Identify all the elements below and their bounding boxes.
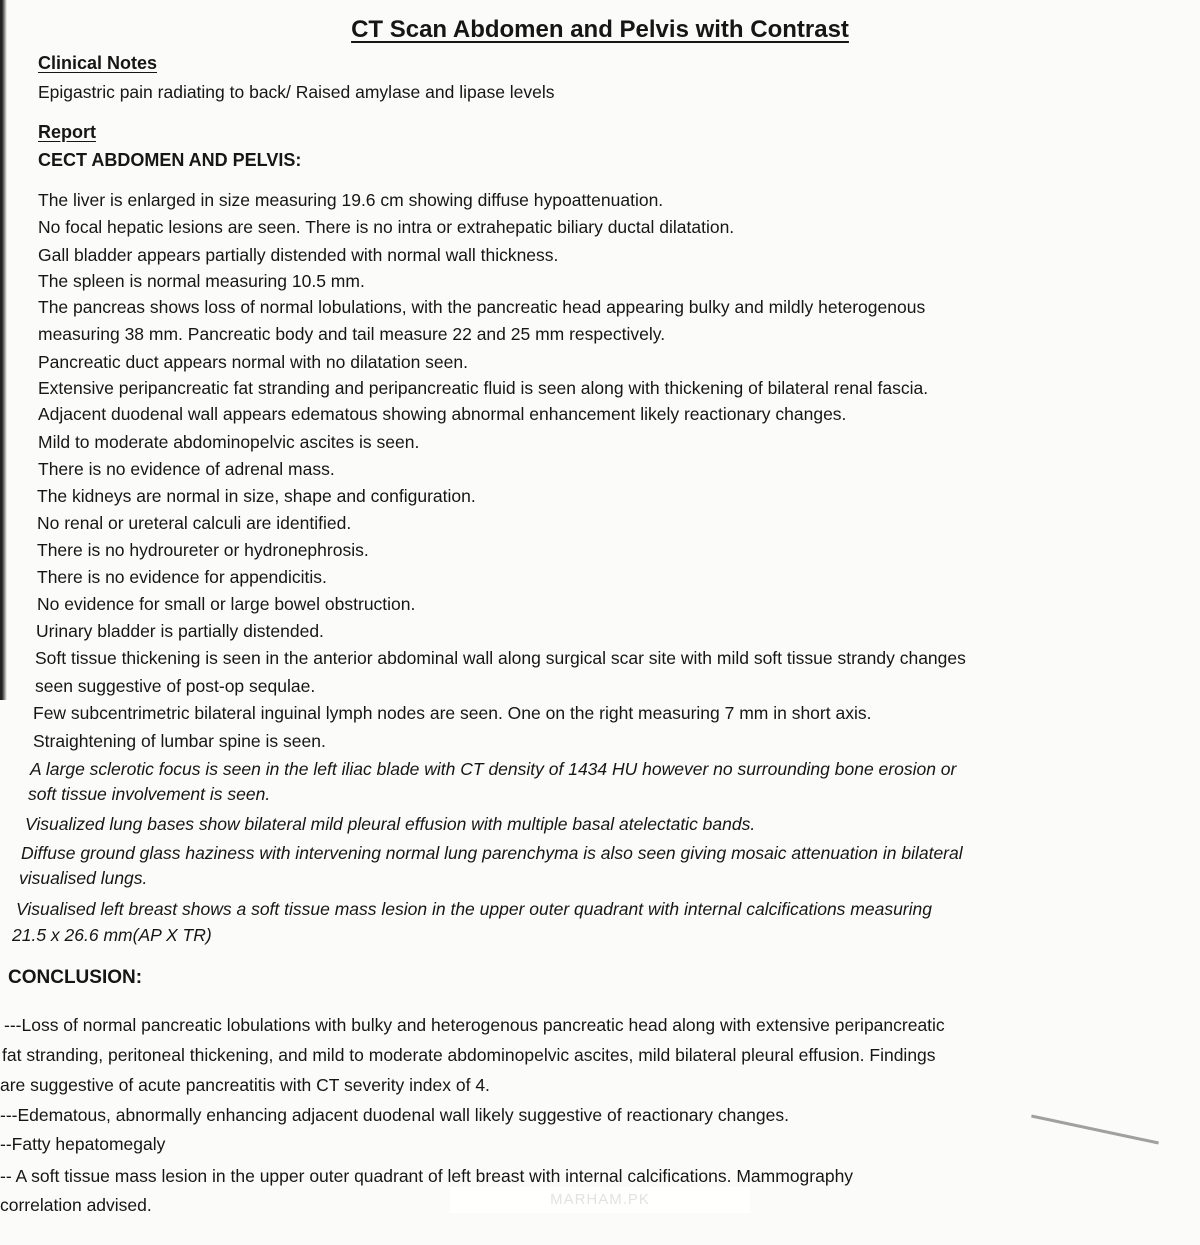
report-subheading: CECT ABDOMEN AND PELVIS: xyxy=(38,150,302,170)
conclusion-line: -- A soft tissue mass lesion in the upper outer quadrant of left breast with internal calcifications. Mammography xyxy=(0,1166,854,1186)
conclusion-line: ---Loss of normal pancreatic lobulations with bulky and heterogenous pancreatic head along with extensive peripancreatic xyxy=(4,1015,945,1035)
finding-line: A large sclerotic focus is seen in the left iliac blade with CT density of 1434 HU however no surrounding bone erosion or xyxy=(30,759,957,779)
report-heading: Report xyxy=(38,122,96,142)
finding-line: Pancreatic duct appears normal with no dilatation seen. xyxy=(38,352,468,372)
clinical-notes-heading: Clinical Notes xyxy=(38,53,158,73)
conclusion-line: are suggestive of acute pancreatitis with CT severity index of 4. xyxy=(0,1075,490,1095)
conclusion-line: fat stranding, peritoneal thickening, and mild to moderate abdominopelvic ascites, mild bilateral pleural effusion. Findings xyxy=(2,1045,936,1065)
finding-line: The pancreas shows loss of normal lobulations, with the pancreatic head appearing bulky and mildly heterogenous xyxy=(38,297,926,317)
page-title-text: CT Scan Abdomen and Pelvis with Contrast xyxy=(351,16,849,43)
finding-line: No renal or ureteral calculi are identified. xyxy=(37,513,352,533)
finding-line: 21.5 x 26.6 mm(AP X TR) xyxy=(12,925,212,945)
conclusion-heading: CONCLUSION: xyxy=(8,967,143,988)
finding-line: visualised lungs. xyxy=(19,868,148,888)
conclusion-line: ---Edematous, abnormally enhancing adjacent duodenal wall likely suggestive of reactionary changes. xyxy=(0,1105,789,1125)
finding-line: The spleen is normal measuring 10.5 mm. xyxy=(38,271,365,291)
clinical-notes-text: Epigastric pain radiating to back/ Raised amylase and lipase levels xyxy=(38,82,555,102)
finding-line: Soft tissue thickening is seen in the anterior abdominal wall along surgical scar site with mild soft tissue strandy changes xyxy=(35,648,966,668)
finding-line: The kidneys are normal in size, shape and configuration. xyxy=(37,486,476,506)
finding-line: Straightening of lumbar spine is seen. xyxy=(33,731,326,751)
conclusion-line: --Fatty hepatomegaly xyxy=(0,1134,166,1154)
finding-line: Mild to moderate abdominopelvic ascites is seen. xyxy=(38,432,420,452)
finding-line: Visualized lung bases show bilateral mild pleural effusion with multiple basal atelectatic bands. xyxy=(25,814,756,834)
finding-line: No focal hepatic lesions are seen. There is no intra or extrahepatic biliary ductal dilatation. xyxy=(38,217,735,237)
finding-line: The liver is enlarged in size measuring 19.6 cm showing diffuse hypoattenuation. xyxy=(38,190,664,210)
finding-line: No evidence for small or large bowel obstruction. xyxy=(37,594,416,614)
finding-line: Urinary bladder is partially distended. xyxy=(36,621,324,641)
finding-line: Gall bladder appears partially distended with normal wall thickness. xyxy=(38,245,559,265)
finding-line: soft tissue involvement is seen. xyxy=(28,784,271,804)
finding-line: Few subcentrimetric bilateral inguinal lymph nodes are seen. One on the right measuring 7 mm in short axis. xyxy=(33,703,872,723)
finding-line: There is no evidence of adrenal mass. xyxy=(38,459,335,479)
finding-line: Diffuse ground glass haziness with intervening normal lung parenchyma is also seen giving mosaic attenuation in bilateral xyxy=(21,843,963,863)
finding-line: measuring 38 mm. Pancreatic body and tail measure 22 and 25 mm respectively. xyxy=(38,324,666,344)
finding-line: Adjacent duodenal wall appears edematous showing abnormal enhancement likely reactionary changes. xyxy=(38,404,847,424)
conclusion-line: correlation advised. xyxy=(0,1195,152,1215)
finding-line: Visualised left breast shows a soft tissue mass lesion in the upper outer quadrant with internal calcifications measuring xyxy=(16,899,932,919)
watermark: MARHAM.PK xyxy=(450,1187,750,1213)
finding-line: Extensive peripancreatic fat stranding and peripancreatic fluid is seen along with thickening of bilateral renal fascia. xyxy=(38,378,929,398)
finding-line: There is no evidence for appendicitis. xyxy=(37,567,327,587)
finding-line: There is no hydroureter or hydronephrosis. xyxy=(37,540,369,560)
page-title xyxy=(0,16,1200,44)
finding-line: seen suggestive of post-op sequlae. xyxy=(35,676,316,696)
scan-edge-line xyxy=(0,0,7,700)
scan-smudge xyxy=(1031,1115,1159,1145)
